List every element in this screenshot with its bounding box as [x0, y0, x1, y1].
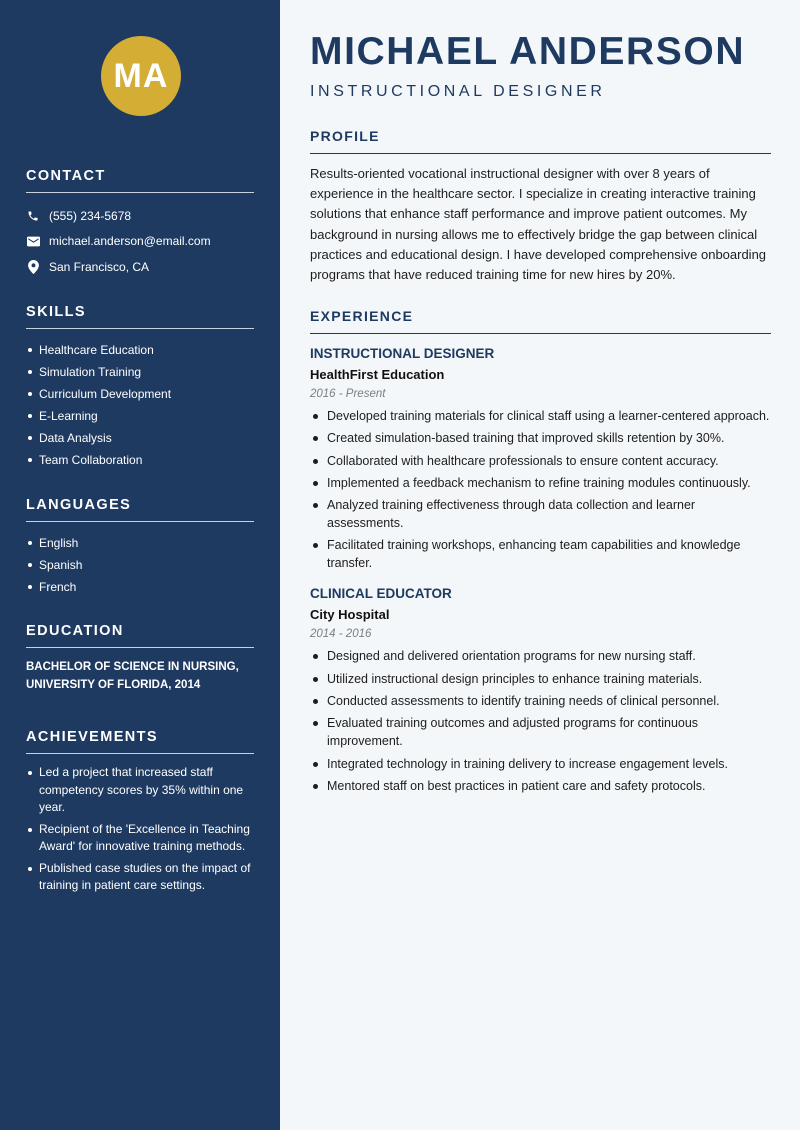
- achievements-list: [26, 764, 254, 895]
- job-bullet: Developed training materials for clinical staff using a learner-centered approach.: [310, 407, 771, 425]
- contact-phone: [26, 203, 254, 229]
- candidate-name: MICHAEL ANDERSON: [310, 30, 746, 73]
- job-bullet: Utilized instructional design principles to enhance training materials.: [310, 670, 771, 688]
- location-text: San Francisco, CA: [49, 259, 150, 274]
- candidate-title: INSTRUCTIONAL DESIGNER: [310, 83, 606, 100]
- achievement-item: Recipient of the 'Excellence in Teaching Award' for innovative training methods.: [26, 821, 254, 856]
- job-bullet: Evaluated training outcomes and adjusted programs for continuous improvement.: [310, 714, 771, 750]
- languages-list: [26, 532, 254, 598]
- job-dates: 2014 - 2016: [310, 628, 372, 641]
- skills-heading: SKILLS: [26, 304, 254, 329]
- phone-text: (555) 234-5678: [49, 208, 132, 223]
- job-entry: [310, 346, 771, 572]
- job-bullet: Collaborated with healthcare professionals to ensure content accuracy.: [310, 452, 771, 470]
- job-bullet: Analyzed training effectiveness through data collection and learner assessments.: [310, 496, 771, 532]
- job-bullet: Designed and delivered orientation programs for new nursing staff.: [310, 647, 771, 665]
- location-pin-icon: [26, 260, 40, 274]
- language-item: French: [26, 576, 254, 598]
- language-item: Spanish: [26, 554, 254, 576]
- sidebar: [0, 0, 280, 1130]
- job-bullets: [310, 647, 771, 794]
- skill-item: E-Learning: [26, 405, 254, 427]
- experience-section: [310, 308, 771, 799]
- profile-text: Results-oriented vocational instructional designer with over 8 years of experience in the healthcare sector. I specialize in creating interactive training solutions that enhance staff performance and improve patient outcomes. My background in nursing allows me to effectively bridge the gap between clinical practices and educational design. I have developed comprehensive onboarding programs that have reduced training time for new hires by 20%.: [310, 166, 767, 283]
- skill-item: Curriculum Development: [26, 383, 254, 405]
- profile-heading: PROFILE: [310, 128, 771, 154]
- achievements-heading: ACHIEVEMENTS: [26, 729, 254, 754]
- job-company: City Hospital: [310, 607, 390, 623]
- email-icon: [26, 234, 40, 248]
- job-bullet: Created simulation-based training that improved skills retention by 30%.: [310, 429, 771, 447]
- education-degree: BACHELOR OF SCIENCE IN NURSING,: [26, 661, 239, 673]
- language-item: English: [26, 532, 254, 554]
- profile-section: [310, 128, 771, 285]
- contact-section: [26, 168, 254, 280]
- job-bullet: Facilitated training workshops, enhancing team capabilities and knowledge transfer.: [310, 536, 771, 572]
- job-entry: [310, 586, 771, 794]
- skill-item: Simulation Training: [26, 361, 254, 383]
- avatar: MA: [101, 36, 181, 116]
- job-bullet: Mentored staff on best practices in patient care and safety protocols.: [310, 777, 771, 795]
- education-school: UNIVERSITY OF FLORIDA, 2014: [26, 679, 201, 691]
- skill-item: Team Collaboration: [26, 449, 254, 471]
- job-bullets: [310, 407, 771, 572]
- languages-heading: LANGUAGES: [26, 497, 254, 522]
- job-bullet: Integrated technology in training delivery to increase engagement levels.: [310, 755, 771, 773]
- skill-item: Healthcare Education: [26, 339, 254, 361]
- contact-email: [26, 229, 254, 255]
- experience-heading: EXPERIENCE: [310, 308, 771, 334]
- contact-location: [26, 254, 254, 280]
- skills-section: [26, 304, 254, 471]
- job-bullet: Implemented a feedback mechanism to refine training modules continuously.: [310, 474, 771, 492]
- job-role: INSTRUCTIONAL DESIGNER: [310, 346, 495, 361]
- job-company: HealthFirst Education: [310, 367, 445, 382]
- skill-item: Data Analysis: [26, 427, 254, 449]
- education-entry: [26, 658, 254, 694]
- achievements-section: [26, 729, 254, 899]
- achievement-item: Led a project that increased staff competency scores by 35% within one year.: [26, 764, 254, 817]
- skills-list: [26, 339, 254, 471]
- contact-heading: CONTACT: [26, 168, 254, 193]
- education-heading: EDUCATION: [26, 623, 254, 648]
- job-bullet: Conducted assessments to identify training needs of clinical personnel.: [310, 692, 771, 710]
- phone-icon: [26, 209, 40, 223]
- languages-section: [26, 497, 254, 598]
- education-section: [26, 623, 254, 694]
- job-dates: 2016 - Present: [310, 388, 386, 400]
- achievement-item: Published case studies on the impact of training in patient care settings.: [26, 860, 254, 895]
- job-role: CLINICAL EDUCATOR: [310, 586, 452, 602]
- email-text[interactable]: michael.anderson@email.com: [49, 234, 211, 249]
